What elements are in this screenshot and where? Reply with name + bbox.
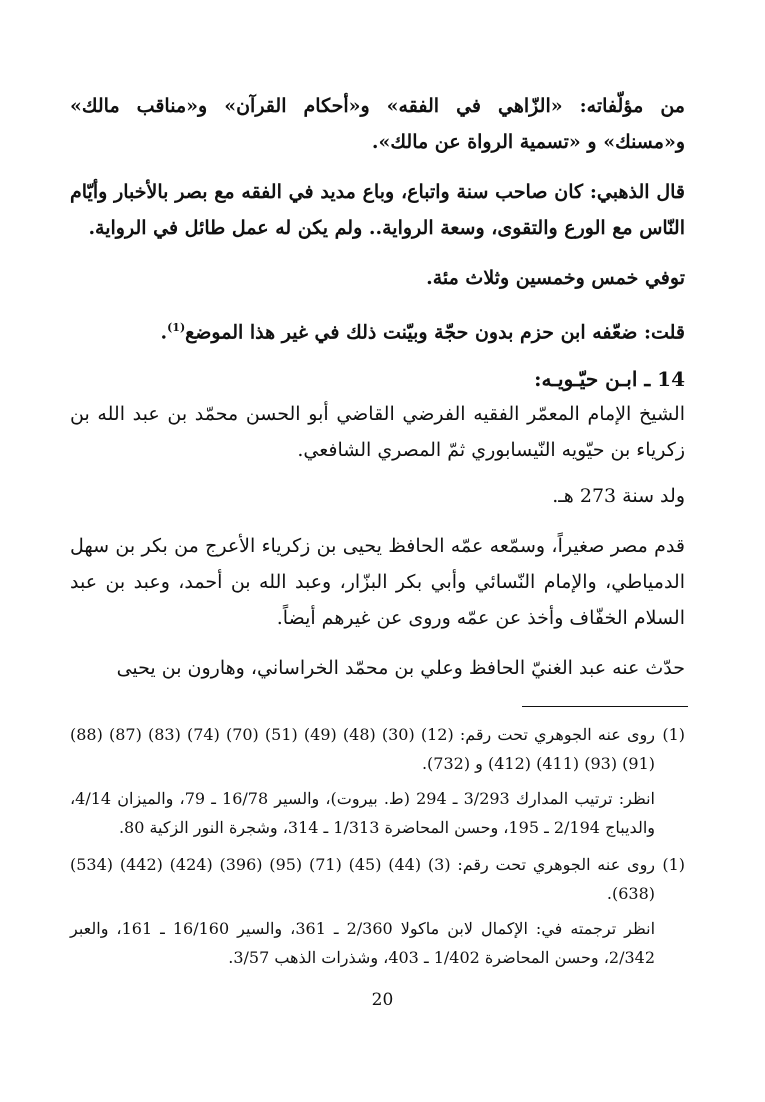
paragraph-dhahabi-quote: قال الذهبي: كان صاحب سنة واتباع، وباع مديد في الفقه مع بصر بالأخبار وأيّام النّاس مع الورع والتقوى، وسعة الرواية.. ولم يكن له عمل طائل في الرواية. [70, 181, 685, 239]
footnote-2-marker: (1) [662, 855, 685, 874]
footnotes [70, 720, 685, 972]
footnote-1 [70, 720, 685, 778]
footnote-1-marker: (1) [662, 725, 685, 744]
footnote-separator [522, 706, 688, 707]
footnote-2 [70, 850, 685, 908]
paragraph-biography: الشيخ الإمام المعمّر الفقيه الفرضي القاضي أبو الحسن محمّد بن عبد الله بن زكرياء بن حيّويه النّيسابوري ثمّ المصري الشافعي. [70, 403, 685, 462]
footnote-1-sources: انظر: ترتيب المدارك 3/293 ـ 294 (ط. بيروت)، والسير 16/78 ـ 79، والميزان 4/14، والديباج 2/194 ـ 195، وحسن المحاضرة 1/313 ـ 314، وشجرة النور الزكية 80. [70, 789, 655, 837]
footnote-1-text: روى عنه الجوهري تحت رقم: (12) (30) (48) (49) (51) (70) (74) (83) (87) (88) (91) (93) (411) (412) و (732). [70, 725, 655, 773]
paragraph-teachers: قدم مصر صغيراً، وسمّعه عمّه الحافظ يحيى بن زكرياء الأعرج من بكر بن سهل الدمياطي، والإمام النّسائي وأبي بكر البزّار، وعبد الله بن أحمد، وعبد بن عبد السلام الخفّاف وأخذ عن عمّه وروى عن غيرهم أيضاً. [70, 535, 685, 630]
page-number: 20 [371, 990, 394, 1010]
footnote-2-text: روى عنه الجوهري تحت رقم: (3) (44) (45) (71) (95) (396) (424) (442) (534) (638). [70, 855, 656, 903]
paragraph-students: حدّث عنه عبد الغنيّ الحافظ وعلي بن محمّد الخراساني، وهارون بن يحيى [116, 657, 685, 680]
paragraph-works: من مؤلّفاته: «الزّاهي في الفقه» و«أحكام القرآن» و«مناقب مالك» و«مسنك» و «تسمية الرواة عن مالك». [70, 95, 685, 153]
entry-heading: 14 ـ ابـن حيّـويـه: [534, 367, 685, 392]
footnote-2-sources: انظر ترجمته في: الإكمال لابن ماكولا 2/360 ـ 361، والسير 16/160 ـ 161، والعبر 2/342، وحسن المحاضرة 1/402 ـ 403، وشذرات الذهب 3/57. [70, 919, 656, 967]
paragraph-death: توفي خمس وخمسين وثلاث مئة. [426, 267, 685, 289]
main-text [70, 88, 685, 686]
paragraph-birth: ولد سنة 273 هـ. [552, 485, 685, 508]
footnote-ref-1: (1) [167, 321, 186, 334]
paragraph-note-text: قلت: ضعّفه ابن حزم بدون حجّة وبيّنت ذلك في غير هذا الموضع [185, 321, 685, 344]
paragraph-note: قلت: ضعّفه ابن حزم بدون حجّة وبيّنت ذلك في غير هذا الموضع$^{(1)}$. [160, 321, 685, 344]
